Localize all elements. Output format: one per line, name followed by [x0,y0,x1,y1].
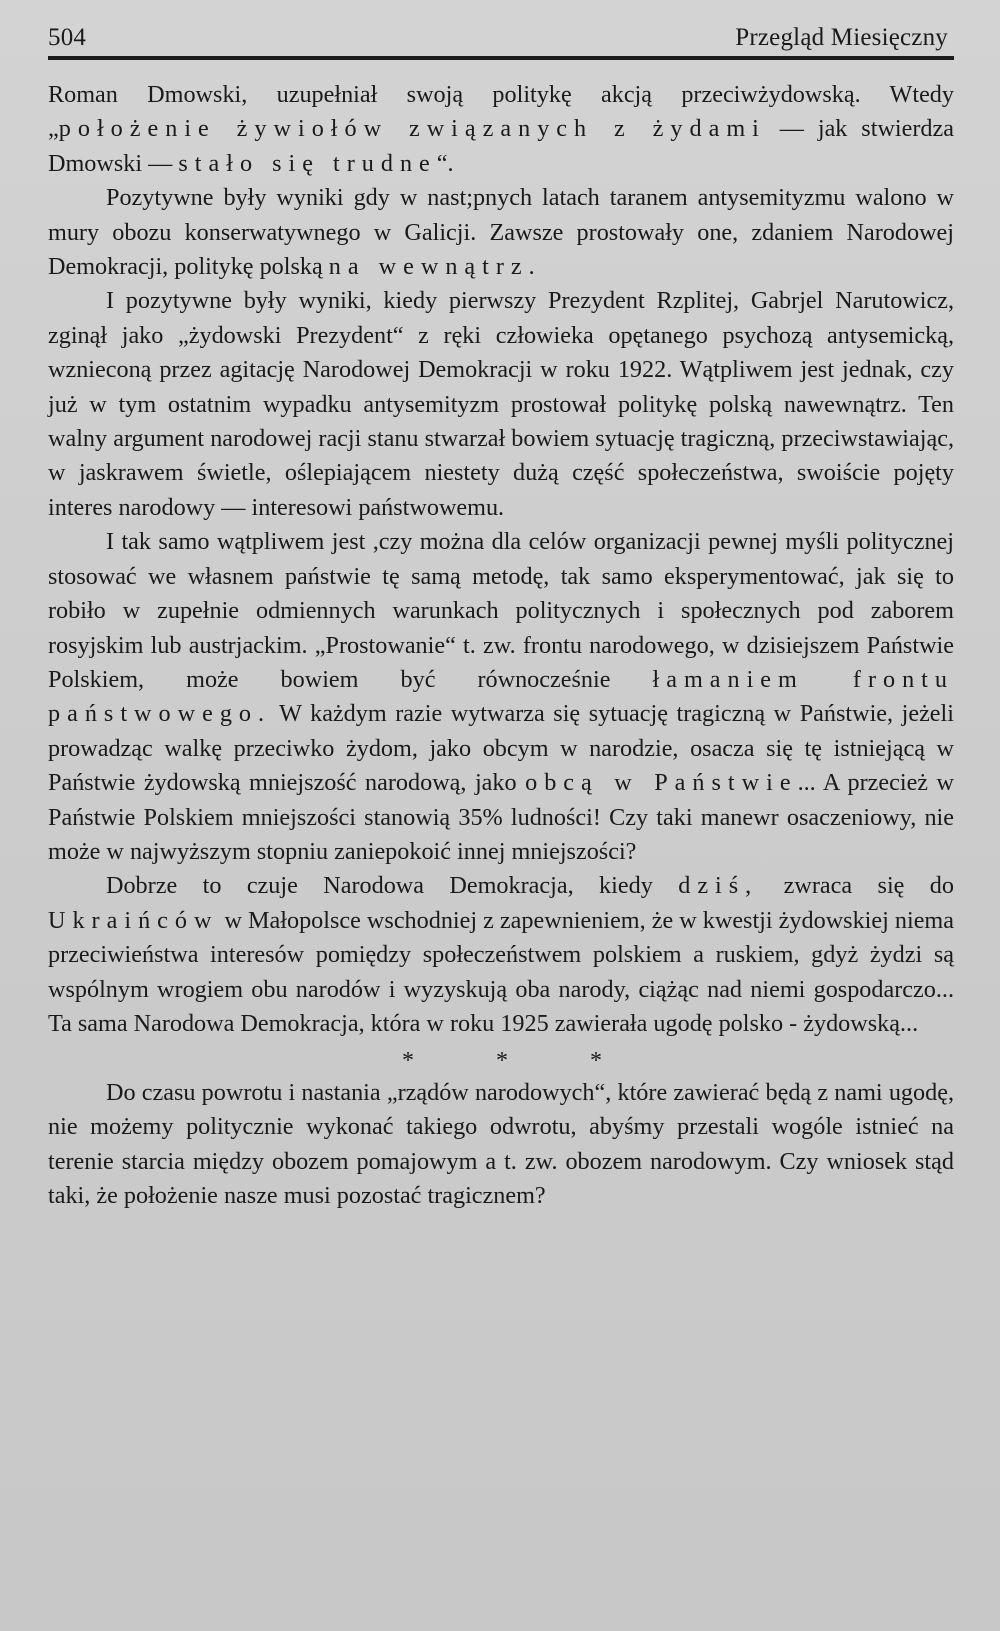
body-paragraph [48,78,954,181]
paragraph-text: Roman Dmowski, uzupełniał swoją politykę akcją przeciwżydowską. Wtedy „ [48,81,954,143]
header-rule [48,56,954,60]
section-separator: * * * [402,1048,640,1075]
paragraph-text: Pozytywne były wyniki gdy w nast;pnych latach taranem antysemityzmu walono w mury obozu konserwatywnego w Galicji. Zawsze prostowały one, zdaniem Narodowej Demokracji, politykę polską [48,184,954,281]
body-paragraph [48,869,954,1041]
paragraph-text: zwraca się do [758,872,954,900]
body-paragraph [48,181,954,284]
running-title: Przegląd Miesięczny [735,24,948,51]
spaced-emphasis-text: Ukraińców [48,906,219,934]
article-body [48,78,954,1213]
running-header [48,18,954,52]
paragraph-text: I tak samo wątpliwem jest ,czy można dla celów organizacji pewnej myśli politycznej stosować we własnem państwie tę samą metodę, tak samo eksperymentować, jak się to robiło w zupełnie odmiennych warunkach politycznych i społecznych pod zaborem rosyjskim lub austrjackim. „Prostowanie“ t. zw. frontu narodowego, w dzisiejszem Państwie Polskiem, może bowiem być równocześnie [48,528,954,693]
paragraph-text: “. [436,149,454,177]
spaced-emphasis-text: łamaniem frontu państwowego. [48,665,954,728]
paragraph-text: W każdym razie wytwarza się sytuację tragiczną w Państwie, jeżeli prowadząc walkę przeciwko żydom, jako obcym w narodzie, osacza się tę istniejącą w Państwie żydowską mniejszość narodową, jako [48,700,954,797]
paragraph-list [48,78,954,1041]
spaced-emphasis-text: dziś, [678,872,759,900]
spaced-emphasis-text: położenie żywiołów związanych z żydami [58,115,766,143]
paragraph-text: Dobrze to czuje Narodowa Demokracja, kiedy [106,872,679,900]
spaced-emphasis-text: obcą w Państwie [525,769,798,797]
paragraph-text: I pozytywne były wyniki, kiedy pierwszy Prezydent Rzplitej, Gabrjel Narutowicz, zginął jako „żydowski Prezydent“ z ręki człowieka opętanego psychozą antysemicką, wznieconą przez agitację Narodowej Demokracji w roku 1922. Wątpliwem jest jednak, czy już w tym ostatnim wypadku antysemityzm prostował politykę polską nawewnątrz. Ten walny argument narodowej racji stanu stwarzał bowiem sytuację tragiczną, przeciwstawiając, w jaskrawem świetle, oślepiającem niestety dużą część społeczeństwa, swoiście pojęty interes narodowy — interesowi państwowemu. [48,287,954,521]
spaced-emphasis-text: stało się trudne [178,149,437,177]
spaced-emphasis-text: na wewnątrz. [328,253,542,281]
closing-paragraph: Do czasu powrotu i nastania „rządów narodowych“, które zawierać będą z nami ugodę, nie możemy politycznie wykonać takiego odwrotu, abyśmy przestali wogóle istnieć na terenie starcia między obozem pomajowym a t. zw. obozem narodowym. Czy wniosek stąd taki, że położenie nasze musi pozostać tragicznem? [48,1078,954,1209]
page-number: 504 [48,24,87,51]
body-paragraph [48,284,954,525]
paragraph-text: — jak stwierdza Dmowski — [48,115,954,177]
paragraph-text: ... A przecież w Państwie Polskiem mniejszości stanowią 35% ludności! Czy taki manewr osaczeniowy, nie może w najwyższym stopniu zaniepokoić innej mniejszości? [48,769,955,865]
body-paragraph [48,525,954,869]
paragraph-text: w Małopolsce wschodniej z zapewnieniem, że w kwestji żydowskiej niema przeciwieństwa interesów pomiędzy społeczeństwem polskiem a ruskiem, gdyż żydzi są wspólnym wrogiem obu narodów i wyzyskują oba narody, ciążąc nad niemi gospodarczo... Ta sama Narodowa Demokracja, która w roku 1925 zawierała ugodę polsko - żydowską... [48,906,954,1037]
